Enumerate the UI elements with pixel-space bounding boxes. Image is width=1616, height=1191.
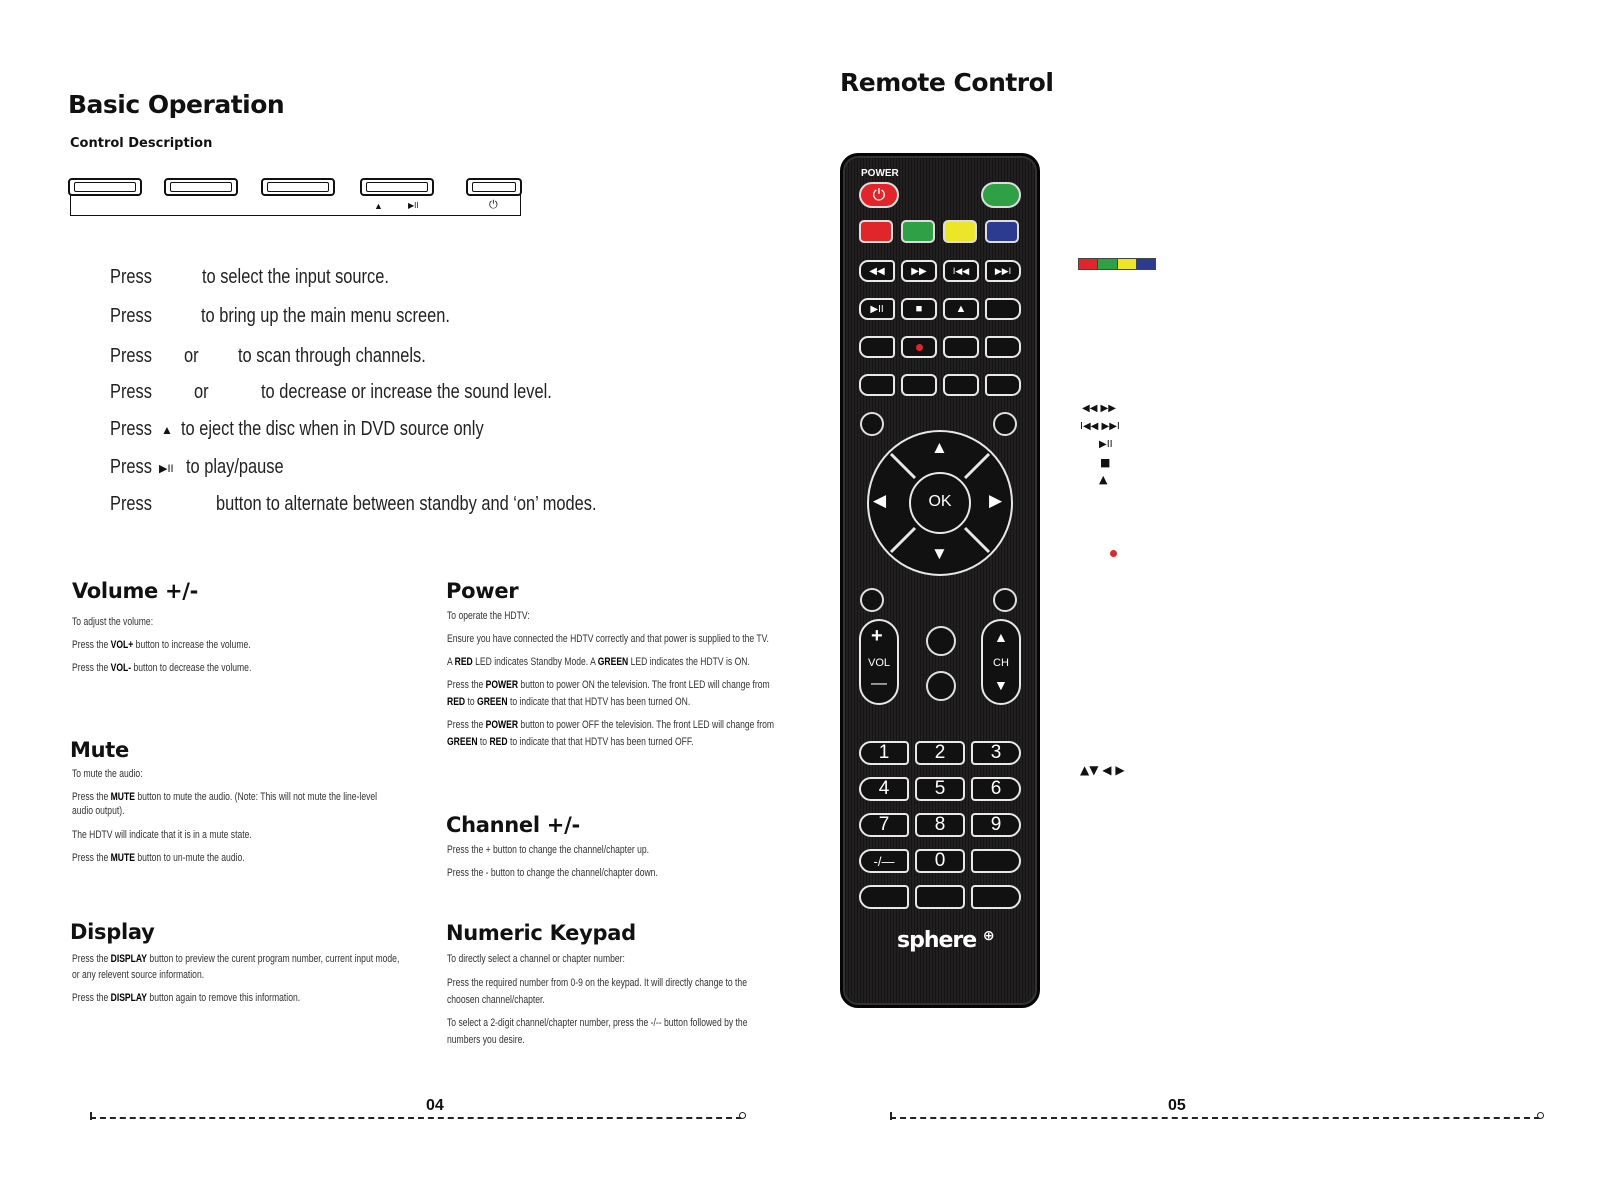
remote-round-button-3 (860, 588, 884, 612)
channel-down-icon: ▼ (994, 677, 1008, 693)
mute-line-3: audio output). (72, 805, 125, 817)
display-heading: Display (70, 920, 155, 944)
legend-green (1098, 259, 1117, 269)
panel-button-4 (360, 178, 434, 196)
channel-rocker (981, 619, 1021, 705)
footer-rule-right (890, 1117, 1540, 1119)
fast-forward-button: ▶▶ (901, 260, 937, 282)
key-5: 5 (915, 777, 965, 801)
play-pause-icon: ▶II (408, 201, 419, 210)
key-0: 0 (915, 849, 965, 873)
remote-button-blank-10 (915, 885, 965, 909)
press-line-5-press: Press (110, 418, 152, 440)
record-icon (916, 344, 923, 351)
brand-logo (897, 928, 994, 953)
mute-line-4: The HDTV will indicate that it is in a mute state. (72, 829, 252, 841)
press-line-3-press: Press (110, 345, 152, 367)
remote-round-button-4 (993, 588, 1017, 612)
mute-line-1: To mute the audio: (72, 768, 143, 780)
press-line-5-text: to eject the disc when in DVD source only (181, 418, 484, 440)
legend-red (1079, 259, 1098, 269)
play-pause-icon: ▶II (159, 463, 174, 475)
channel-line-2: Press the - button to change the channel/chapter down. (447, 867, 658, 879)
power-line-2: Ensure you have connected the HDTV correctly and that power is supplied to the TV. (447, 633, 769, 645)
eject-icon: ▲ (374, 201, 383, 211)
red-key (859, 220, 893, 243)
press-line-7-press: Press (110, 493, 152, 515)
rewind-button: ◀◀ (859, 260, 895, 282)
next-button: ▶▶I (985, 260, 1021, 282)
legend-blue (1137, 259, 1155, 269)
page-number-right: 05 (1168, 1097, 1186, 1114)
key-2: 2 (915, 741, 965, 765)
keypad-line-5: numbers you desire. (447, 1034, 525, 1046)
keypad-line-2: Press the required number from 0-9 on the keypad. It will directly change to the (447, 977, 747, 989)
key-digit-toggle: -/— (859, 849, 909, 873)
page-title-basic-operation: Basic Operation (68, 90, 285, 119)
arrow-right-icon: ▶ (989, 491, 1003, 510)
key-8: 8 (915, 813, 965, 837)
power-icon: ⏻ (872, 185, 886, 204)
press-line-6-press: Press (110, 456, 152, 478)
color-keys-legend (1078, 258, 1156, 270)
press-line-2-press: Press (110, 305, 152, 327)
yellow-key (943, 220, 977, 243)
eject-icon: ▲ (161, 423, 173, 437)
arrow-down-icon: ▼ (931, 544, 948, 563)
remote-button-blank-5 (859, 374, 895, 396)
press-line-1-text: to select the input source. (202, 266, 389, 288)
legend-yellow (1118, 259, 1137, 269)
brand-globe-icon: ⊕ (982, 928, 994, 944)
channel-label: CH (993, 657, 1009, 669)
press-line-6-text: to play/pause (186, 456, 284, 478)
volume-line-3: Press the VOL- button to decrease the volume. (72, 662, 252, 674)
panel-button-1 (68, 178, 142, 196)
previous-button: I◀◀ (943, 260, 979, 282)
control-panel-illustration (68, 178, 523, 218)
previous-next-icons: I◀◀ ▶▶I (1080, 421, 1120, 432)
green-key (901, 220, 935, 243)
remote-control-illustration (840, 153, 1040, 1008)
footer-rule-left (90, 1117, 742, 1119)
keypad-line-4: To select a 2-digit channel/chapter number, press the -/-- button followed by the (447, 1017, 748, 1029)
power-icon: ⏻ (489, 199, 498, 211)
display-line-1: Press the DISPLAY button to preview the curent program number, current input mode, (72, 953, 400, 965)
press-line-1-press: Press (110, 266, 152, 288)
play-pause-icon: ▶II (1099, 439, 1113, 450)
brand-name: sphere (897, 928, 977, 953)
key-6: 6 (971, 777, 1021, 801)
volume-up-icon: + (871, 625, 883, 647)
eject-button: ▲ (943, 298, 979, 320)
key-3: 3 (971, 741, 1021, 765)
volume-down-icon: — (871, 675, 887, 692)
volume-label: VOL (868, 657, 891, 669)
power-line-6: Press the POWER button to power OFF the television. The front LED will change from (447, 719, 774, 731)
mute-line-2: Press the MUTE button to mute the audio. (Note: This will not mute the line-level (72, 791, 378, 803)
remote-button-blank-7 (943, 374, 979, 396)
display-line-3: Press the DISPLAY button again to remove this information. (72, 992, 301, 1004)
press-line-3-or: or (184, 345, 199, 367)
eject-icon: ▲ (1099, 473, 1108, 486)
green-button (981, 182, 1021, 208)
volume-line-1: To adjust the volume: (72, 616, 154, 628)
arrow-up-icon: ▲ (931, 438, 948, 457)
blue-key (985, 220, 1019, 243)
volume-line-2: Press the VOL+ button to increase the volume. (72, 639, 251, 651)
press-line-4-or: or (194, 381, 209, 403)
record-button (901, 336, 937, 358)
key-7: 7 (859, 813, 909, 837)
channel-line-1: Press the + button to change the channel/chapter up. (447, 844, 650, 856)
remote-button-blank-6 (901, 374, 937, 396)
remote-button-blank-4 (985, 336, 1021, 358)
numeric-keypad-heading: Numeric Keypad (446, 921, 636, 945)
display-line-2: or any relevent source information. (72, 969, 205, 981)
ok-button: OK (928, 493, 952, 510)
power-button (859, 182, 899, 208)
remote-button-blank-11 (971, 885, 1021, 909)
mute-line-5: Press the MUTE button to un-mute the audio. (72, 852, 245, 864)
power-line-5: RED to GREEN to indicate that that HDTV has been turned ON. (447, 696, 691, 708)
remote-button-blank-2 (859, 336, 895, 358)
remote-button-blank-9 (859, 885, 909, 909)
power-line-7: GREEN to RED to indicate that that HDTV has been turned OFF. (447, 736, 694, 748)
remote-button-blank-8 (985, 374, 1021, 396)
record-icon (1110, 550, 1117, 557)
key-9: 9 (971, 813, 1021, 837)
play-pause-button: ▶II (859, 298, 895, 320)
power-line-3: A RED LED indicates Standby Mode. A GREEN LED indicates the HDTV is ON. (447, 656, 750, 668)
panel-button-power (466, 178, 522, 196)
panel-button-2 (164, 178, 238, 196)
panel-button-3 (261, 178, 335, 196)
keypad-line-3: choosen channel/chapter. (447, 994, 545, 1006)
rewind-fastforward-icons: ◀◀ ▶▶ (1082, 403, 1116, 414)
press-line-2-text: to bring up the main menu screen. (201, 305, 450, 327)
remote-button-blank-3 (943, 336, 979, 358)
channel-up-icon: ▲ (994, 629, 1008, 645)
power-heading: Power (446, 579, 519, 603)
arrow-left-icon: ◀ (873, 491, 887, 510)
channel-heading: Channel +/- (446, 813, 580, 837)
volume-heading: Volume +/- (72, 579, 199, 603)
volume-rocker (859, 619, 899, 705)
press-line-4-text: to decrease or increase the sound level. (261, 381, 552, 403)
remote-round-button-5 (926, 626, 956, 656)
press-line-3-text: to scan through channels. (238, 345, 426, 367)
key-blank (971, 849, 1021, 873)
arrow-keys-icons: ▲▼ ◀ ▶ (1080, 763, 1125, 777)
stop-button: ■ (901, 298, 937, 320)
press-line-4-press: Press (110, 381, 152, 403)
mute-heading: Mute (70, 738, 129, 762)
key-4: 4 (859, 777, 909, 801)
page-title-remote-control: Remote Control (840, 68, 1054, 97)
remote-button-blank-1 (985, 298, 1021, 320)
keypad-line-1: To directly select a channel or chapter number: (447, 953, 625, 965)
stop-icon: ■ (1100, 456, 1111, 469)
power-label: POWER (861, 168, 899, 179)
power-line-4: Press the POWER button to power ON the television. The front LED will change from (447, 679, 770, 691)
key-1: 1 (859, 741, 909, 765)
control-description-subtitle: Control Description (70, 136, 213, 151)
power-line-1: To operate the HDTV: (447, 610, 530, 622)
page-number-left: 04 (426, 1097, 444, 1114)
remote-round-button-6 (926, 671, 956, 701)
press-line-7-text: button to alternate between standby and ‘on’ modes. (216, 493, 597, 515)
navigation-pad (865, 428, 1015, 578)
